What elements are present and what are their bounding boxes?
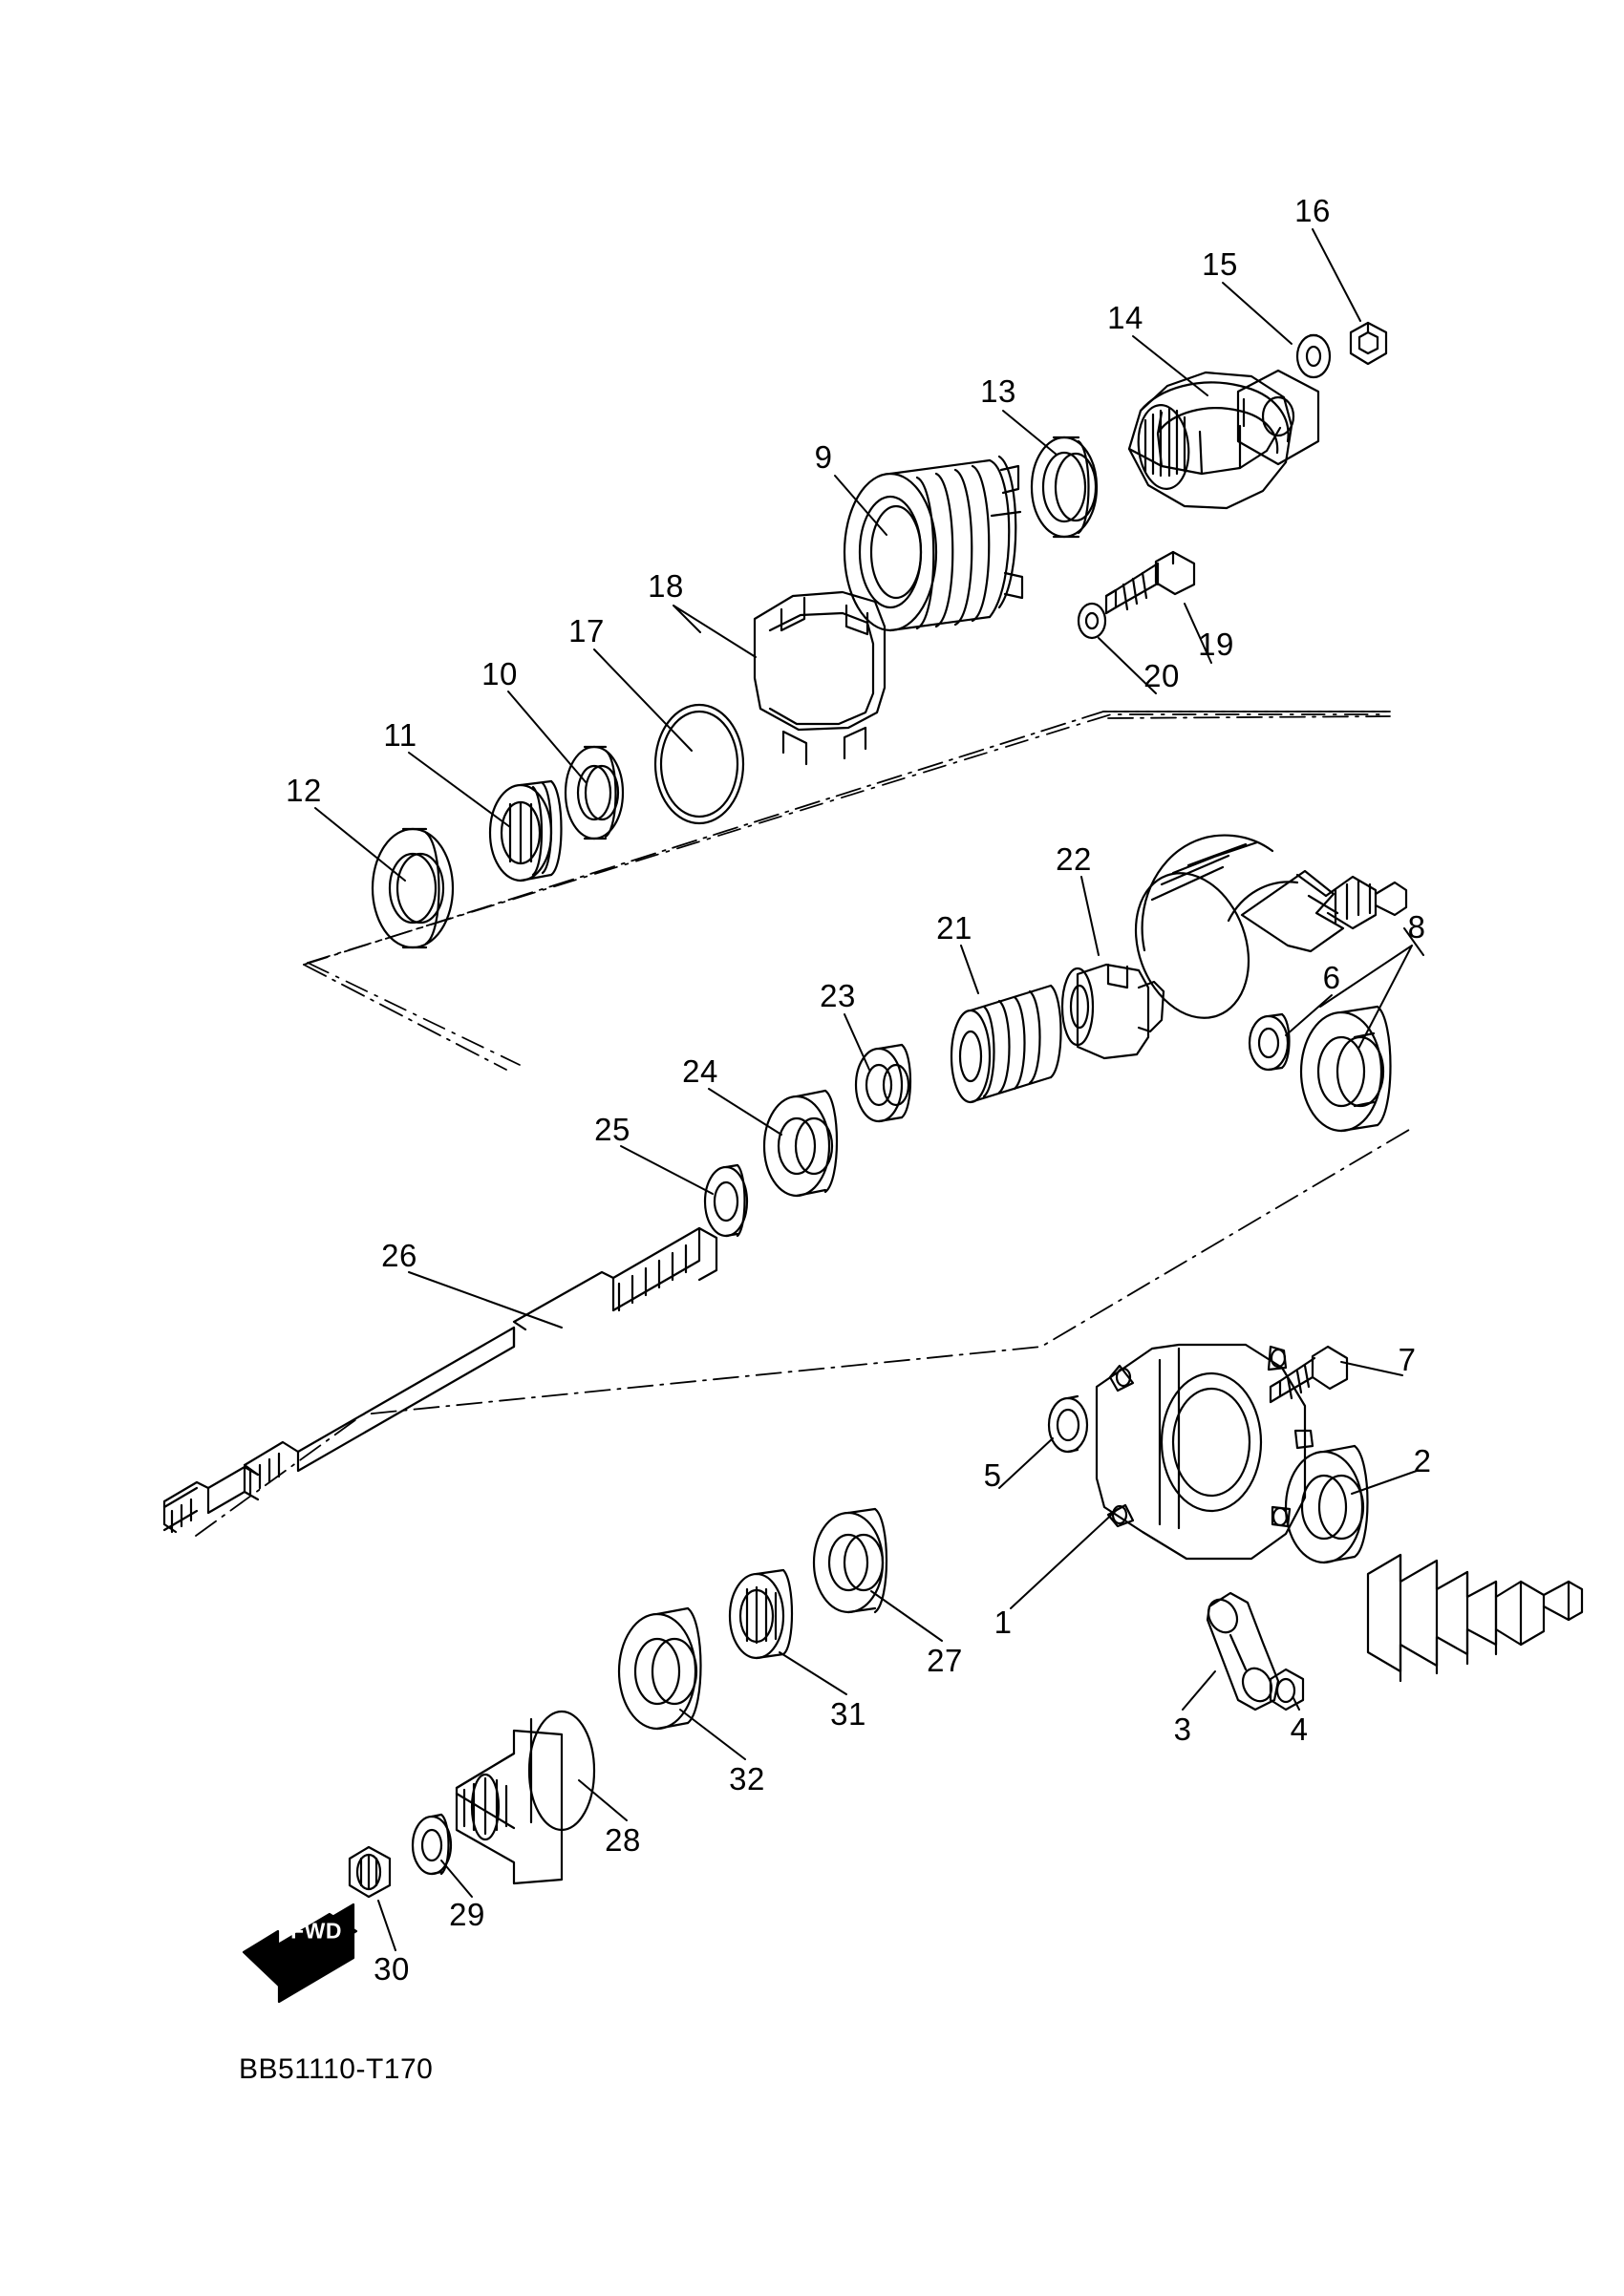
callout-14: 14 xyxy=(1107,300,1143,335)
callout-20: 20 xyxy=(1143,658,1180,693)
callout-6: 6 xyxy=(1322,960,1341,995)
part-25-washer xyxy=(705,1165,747,1236)
callout-25: 25 xyxy=(594,1112,630,1147)
part-20-washer xyxy=(1079,604,1105,638)
part-6-collar xyxy=(1250,1014,1290,1070)
callout-19: 19 xyxy=(1198,627,1234,662)
leader-lines xyxy=(315,229,1423,1950)
part-code-label: BB51110-T170 xyxy=(239,2053,434,2085)
part-3-coupling-plate xyxy=(1203,1593,1278,1710)
callout-8: 8 xyxy=(1407,909,1426,945)
callout-12: 12 xyxy=(286,773,322,808)
part-12-bearing xyxy=(373,829,453,947)
assembly-frame-upper xyxy=(304,712,1390,1070)
part-8-bearing xyxy=(1301,1007,1391,1131)
lower-right-shaft-assembly xyxy=(1368,1555,1582,1681)
part-10-bearing xyxy=(566,747,623,839)
callout-2: 2 xyxy=(1413,1443,1432,1478)
assembly-frame-mid xyxy=(1108,716,1390,718)
part-19-bolt xyxy=(1106,552,1194,613)
callout-22: 22 xyxy=(1056,841,1092,877)
part-1-bearing-housing xyxy=(1097,1345,1313,1559)
part-26-drive-shaft xyxy=(164,1228,716,1532)
callout-4: 4 xyxy=(1290,1711,1309,1747)
callout-21: 21 xyxy=(936,910,972,946)
callout-3: 3 xyxy=(1173,1711,1192,1747)
callout-31: 31 xyxy=(830,1696,866,1732)
callout-18: 18 xyxy=(648,568,684,604)
callout-27: 27 xyxy=(927,1643,963,1678)
assembly-frame-lower xyxy=(196,1127,1414,1536)
callout-23: 23 xyxy=(820,978,856,1013)
fwd-label: FWD xyxy=(290,1918,342,1944)
part-32-bearing xyxy=(619,1608,701,1729)
part-8-pinion-gear xyxy=(1117,836,1406,1034)
callout-17: 17 xyxy=(568,613,605,648)
callout-9: 9 xyxy=(814,439,833,475)
part-28-shaft xyxy=(457,1711,594,1883)
part-13-oil-seal xyxy=(1032,437,1097,537)
part-30-nut xyxy=(350,1847,390,1897)
callout-30: 30 xyxy=(374,1951,410,1987)
part-24-bearing xyxy=(764,1091,837,1196)
callout-13: 13 xyxy=(980,373,1016,409)
callout-28: 28 xyxy=(605,1822,641,1858)
callout-1: 1 xyxy=(994,1605,1013,1640)
callout-15: 15 xyxy=(1202,246,1238,282)
part-14-yoke xyxy=(1129,371,1318,508)
callout-5: 5 xyxy=(983,1457,1002,1493)
callout-11: 11 xyxy=(383,717,417,753)
callout-10: 10 xyxy=(481,656,518,691)
callout-7: 7 xyxy=(1398,1342,1417,1377)
callout-32: 32 xyxy=(729,1761,765,1796)
part-16-nut xyxy=(1351,323,1386,364)
callout-16: 16 xyxy=(1294,193,1331,228)
part-7-bolt xyxy=(1271,1347,1347,1402)
callout-24: 24 xyxy=(682,1053,718,1089)
part-9-housing xyxy=(844,457,1022,630)
part-17-oring xyxy=(655,705,743,823)
callout-26: 26 xyxy=(381,1238,417,1273)
part-11-ring-nut xyxy=(490,781,562,881)
part-5-gasket xyxy=(1049,1396,1087,1452)
part-2-bearing xyxy=(1286,1446,1368,1563)
part-21-spring xyxy=(951,986,1061,1102)
callout-29: 29 xyxy=(449,1897,485,1932)
part-15-washer xyxy=(1297,335,1330,377)
part-27-bearing xyxy=(814,1509,887,1612)
part-31-ring-nut xyxy=(730,1570,792,1658)
